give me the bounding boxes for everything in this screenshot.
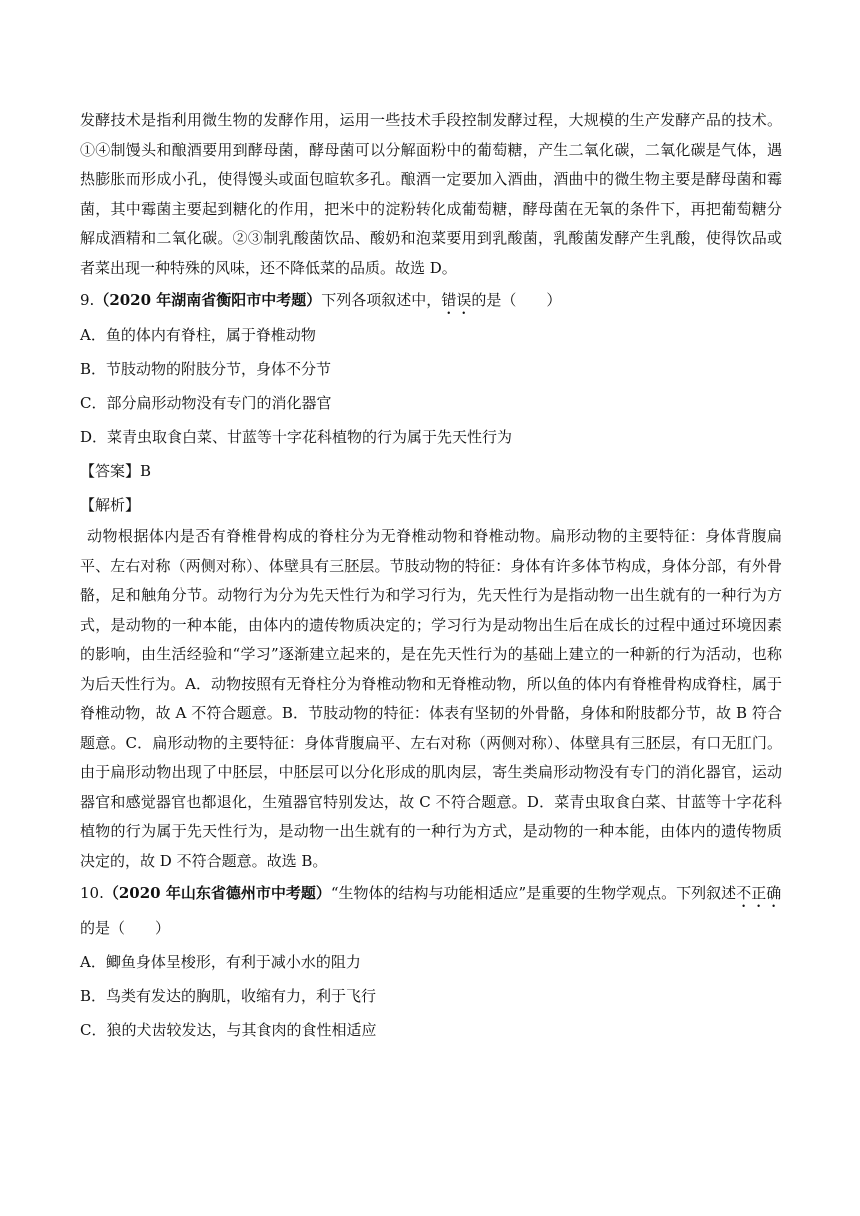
stem-text-end: 的是（ ） [471, 291, 562, 309]
question-source: （2020 年湖南省衡阳市中考题） [94, 291, 322, 309]
option-b: B．节肢动物的附肢分节，身体不分节 [80, 360, 332, 378]
analysis-paragraph: 动物根据体内是否有脊椎骨构成的脊柱分为无脊椎动物和脊椎动物。扁形动物的主要特征：身体背腹扁平、左右对称（两侧对称）、体壁具有三胚层。节肢动物的特征：身体有许多体节构成，身体分部，有外骨骼，足和触角分节。动物行为分为先天性行为和学习行为，先天性行为是指动物一出生就有的一种行为方式，是动物的一种本能，由体内的遗传物质决定的；学习行为是动物出生后在成长的过程中通过环境因素的影响，由生活经验和“学习”逐渐建立起来的，是在先天性行为的基础上建立的一种新的行为活动，也称为后天性行为。A．动物按照有无脊柱分为脊椎动物和无脊椎动物，所以鱼的体内有脊椎骨构成脊柱，属于脊椎动物，故 A 不符合题意。B．节肢动物的特征：体表有坚韧的外骨骼，身体和附肢都分节，故 B 符合题意。C．扁形动物的主要特征：身体背腹扁平、左右对称（两侧对称）、体壁具有三胚层，有口无肛门。由于扁形动物出现了中胚层，中胚层可以分化形成的肌肉层，寄生类扁形动物没有专门的消化器官，运动器官和感觉器官也都退化，生殖器官特别发达，故 C 不符合题意。D．菜青虫取食白菜、甘蓝等十字花科植物的行为属于先天性行为，是动物一出生就有的一种行为方式，是动物的一种本能，由体内的遗传物质决定的，故 D 不符合题意。故选 B。 [80, 527, 782, 870]
option-a: A．鲫鱼身体呈梭形，有利于减小水的阻力 [80, 953, 361, 971]
question-number: 9. [80, 291, 95, 309]
emphasis-text: 错误 [441, 291, 472, 309]
analysis-label: 【解析】 [80, 496, 141, 514]
question-10-stem [80, 876, 782, 945]
explanation-paragraph: 发酵技术是指利用微生物的发酵作用，运用一些技术手段控制发酵过程，大规模的生产发酵产品的技术。①④制馒头和酿酒要用到酵母菌，酵母菌可以分解面粉中的葡萄糖，产生二氧化碳，二氧化碳是气体，遇热膨胀而形成小孔，使得馒头或面包暄软多孔。酿酒一定要加入酒曲，酒曲中的微生物主要是酵母菌和霉菌，其中霉菌主要起到糖化的作用，把米中的淀粉转化成葡萄糖，酵母菌在无氧的条件下，再把葡萄糖分解成酒精和二氧化碳。②③制乳酸菌饮品、酸奶和泡菜要用到乳酸菌，乳酸菌发酵产生乳酸，使得饮品或者菜出现一种特殊的风味，还不降低菜的品质。故选 D。 [80, 111, 782, 277]
option-b: B．鸟类有发达的胸肌，收缩有力，利于飞行 [80, 987, 377, 1005]
answer-line: 【答案】B [80, 462, 152, 480]
stem-text: “生物体的结构与功能相适应”是重要的生物学观点。下列叙述 [330, 884, 737, 902]
stem-text: 下列各项叙述中， [321, 291, 442, 309]
emphasis-text: 不正确 [736, 884, 782, 902]
question-source: （2020 年山东省德州市中考题） [103, 884, 331, 902]
question-9-stem [80, 283, 782, 318]
stem-text-end: 的是（ ） [80, 919, 171, 937]
option-c: C．部分扁形动物没有专门的消化器官 [80, 394, 332, 412]
option-d: D．菜青虫取食白菜、甘蓝等十字花科植物的行为属于先天性行为 [80, 428, 513, 446]
question-number: 10. [80, 884, 104, 902]
option-a: A．鱼的体内有脊柱，属于脊椎动物 [80, 326, 316, 344]
option-c: C．狼的犬齿较发达，与其食肉的食性相适应 [80, 1021, 377, 1039]
document-page [80, 106, 782, 1047]
